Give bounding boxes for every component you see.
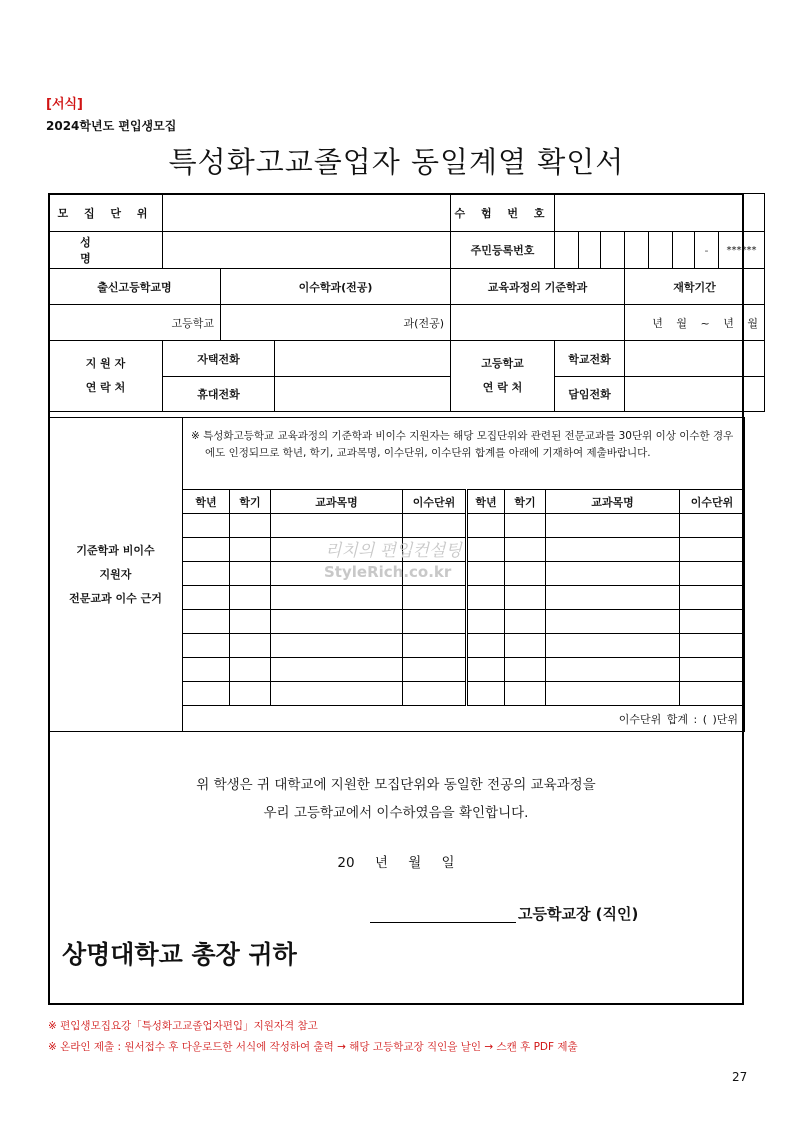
course-cell[interactable]: [467, 562, 505, 586]
watermark-url: StyleRich.co.kr: [324, 563, 452, 581]
addressee: 상명대학교 총장 귀하: [62, 940, 297, 969]
course-cell[interactable]: [546, 586, 680, 610]
course-cell[interactable]: [230, 634, 271, 658]
course-cell[interactable]: [546, 538, 680, 562]
course-cell[interactable]: [271, 634, 403, 658]
major-header: 이수학과(전공): [221, 269, 451, 305]
course-header-subject: 교과목명: [271, 490, 403, 514]
course-header-semester: 학기: [505, 490, 546, 514]
course-cell[interactable]: [680, 538, 745, 562]
course-cell[interactable]: [680, 682, 745, 706]
footnote: ※ 편입생모집요강「특성화고교졸업자편입」지원자격 참고: [48, 1020, 318, 1032]
course-cell[interactable]: [467, 514, 505, 538]
course-header-units: 이수단위: [403, 490, 467, 514]
course-cell[interactable]: [467, 634, 505, 658]
course-cell[interactable]: [230, 610, 271, 634]
course-cell[interactable]: [467, 538, 505, 562]
period-header: 재학기간: [625, 269, 765, 305]
form-tag: [서식]: [46, 97, 83, 112]
course-cell[interactable]: [505, 610, 546, 634]
course-cell[interactable]: [680, 634, 745, 658]
name-label: 성 명: [49, 232, 163, 269]
teacher-phone-label: 담임전화: [555, 377, 625, 412]
signature-line[interactable]: [370, 922, 516, 923]
course-cell[interactable]: [183, 682, 230, 706]
course-cell[interactable]: [230, 586, 271, 610]
resident-digit[interactable]: [601, 232, 625, 269]
course-cell[interactable]: [546, 634, 680, 658]
signature-label: 고등학교장 (직인): [518, 905, 639, 923]
course-cell[interactable]: [505, 658, 546, 682]
course-cell[interactable]: [546, 562, 680, 586]
course-cell[interactable]: [183, 538, 230, 562]
course-cell[interactable]: [467, 610, 505, 634]
info-table: [48, 193, 765, 412]
course-cell[interactable]: [546, 658, 680, 682]
school-contact-label-line: 연 락 처: [482, 381, 523, 394]
school-contact-label-line: 고등학교: [481, 357, 524, 370]
course-cell[interactable]: [271, 658, 403, 682]
course-cell[interactable]: [680, 658, 745, 682]
course-cell[interactable]: [403, 634, 467, 658]
major-field[interactable]: 과(전공): [221, 305, 451, 341]
course-cell[interactable]: [505, 682, 546, 706]
course-side-label-line: 기준학과 비이수: [76, 543, 155, 557]
name-field[interactable]: [163, 232, 451, 269]
course-cell[interactable]: [505, 562, 546, 586]
course-cell[interactable]: [271, 514, 403, 538]
school-contact-label: [451, 341, 555, 412]
course-cell[interactable]: [183, 634, 230, 658]
course-cell[interactable]: [230, 682, 271, 706]
teacher-phone-field[interactable]: [625, 377, 765, 412]
course-cell[interactable]: [271, 610, 403, 634]
resident-dash: -: [695, 232, 719, 269]
course-header-semester: 학기: [230, 490, 271, 514]
subtitle: 2024학년도 편입생모집: [46, 119, 177, 133]
resident-digit[interactable]: [625, 232, 649, 269]
course-side-label-line: 전문교과 이수 근거: [69, 591, 162, 605]
course-cell[interactable]: [183, 586, 230, 610]
course-cell[interactable]: [183, 514, 230, 538]
course-cell[interactable]: [505, 586, 546, 610]
certification-date[interactable]: 20 년 월 일: [337, 855, 455, 871]
period-field[interactable]: 년 월 ~ 년 월: [625, 305, 765, 341]
watermark-text: 리치의 편입컨설팅: [325, 541, 462, 561]
resident-number-label: 주민등록번호: [451, 232, 555, 269]
course-header-subject: 교과목명: [546, 490, 680, 514]
applicant-contact-label-line: 지 원 자: [85, 357, 126, 370]
course-cell[interactable]: [505, 538, 546, 562]
exam-number-label: 수 험 번 호: [451, 194, 555, 232]
course-cell[interactable]: [505, 634, 546, 658]
course-cell[interactable]: [230, 514, 271, 538]
page-number: 27: [732, 1070, 748, 1084]
footnote: ※ 온라인 제출 : 원서접수 후 다운로드한 서식에 작성하여 출력 → 해당 고등학교장 직인을 날인 → 스캔 후 PDF 제출: [48, 1041, 578, 1053]
applicant-contact-label-line: 연 락 처: [85, 381, 126, 394]
course-header-units: 이수단위: [680, 490, 745, 514]
mobile-phone-label: 휴대전화: [163, 377, 275, 412]
course-cell[interactable]: [230, 658, 271, 682]
home-phone-label: 자택전화: [163, 341, 275, 377]
course-cell[interactable]: [467, 658, 505, 682]
resident-digit[interactable]: [579, 232, 601, 269]
course-cell[interactable]: [467, 586, 505, 610]
resident-masked: ******: [719, 232, 765, 269]
course-cell[interactable]: [403, 610, 467, 634]
course-side-label: [49, 418, 183, 732]
course-cell[interactable]: [546, 514, 680, 538]
course-cell[interactable]: [183, 610, 230, 634]
resident-digit[interactable]: [555, 232, 579, 269]
course-cell[interactable]: [403, 682, 467, 706]
course-total: 이수단위 합계 : ( )단위: [183, 706, 745, 732]
course-cell[interactable]: [271, 682, 403, 706]
course-cell[interactable]: [680, 610, 745, 634]
resident-digit[interactable]: [673, 232, 695, 269]
course-cell[interactable]: [271, 586, 403, 610]
course-cell[interactable]: [467, 682, 505, 706]
course-header-grade: 학년: [467, 490, 505, 514]
course-cell[interactable]: [680, 514, 745, 538]
resident-digit[interactable]: [649, 232, 673, 269]
course-cell[interactable]: [505, 514, 546, 538]
course-cell[interactable]: [183, 562, 230, 586]
course-cell[interactable]: [680, 562, 745, 586]
standard-dept-field[interactable]: [451, 305, 625, 341]
applicant-contact-label: [49, 341, 163, 412]
recruit-unit-label: 모 집 단 위: [49, 194, 163, 232]
school-name-field[interactable]: 고등학교: [49, 305, 221, 341]
school-phone-label: 학교전화: [555, 341, 625, 377]
school-phone-field[interactable]: [625, 341, 765, 377]
course-header-grade: 학년: [183, 490, 230, 514]
school-name-header: 출신고등학교명: [49, 269, 221, 305]
recruit-unit-field[interactable]: [163, 194, 451, 232]
course-side-label-line: 지원자: [99, 567, 132, 581]
course-cell[interactable]: [680, 586, 745, 610]
exam-number-field[interactable]: [555, 194, 765, 232]
course-cell[interactable]: [230, 562, 271, 586]
certification-line-2: 우리 고등학교에서 이수하였음을 확인합니다.: [263, 805, 529, 821]
course-note: ※ 특성화고등학교 교육과정의 기준학과 비이수 지원자는 해당 모집단위와 관련된 전문교과를 30단위 이상 이수한 경우에도 인정되므로 학년, 학기, 교과목명, 이수단위, 이수단위 합계를 아래에 기재하여 제출바랍니다.: [183, 418, 745, 490]
page-title: 특성화고교졸업자 동일계열 확인서: [168, 145, 625, 179]
mobile-phone-field[interactable]: [275, 377, 451, 412]
course-cell[interactable]: [403, 514, 467, 538]
standard-dept-header: 교육과정의 기준학과: [451, 269, 625, 305]
course-cell[interactable]: [403, 586, 467, 610]
course-cell[interactable]: [403, 658, 467, 682]
course-cell[interactable]: [183, 658, 230, 682]
certification-line-1: 위 학생은 귀 대학교에 지원한 모집단위와 동일한 전공의 교육과정을: [196, 777, 596, 793]
course-cell[interactable]: [546, 682, 680, 706]
course-cell[interactable]: [546, 610, 680, 634]
home-phone-field[interactable]: [275, 341, 451, 377]
course-cell[interactable]: [230, 538, 271, 562]
